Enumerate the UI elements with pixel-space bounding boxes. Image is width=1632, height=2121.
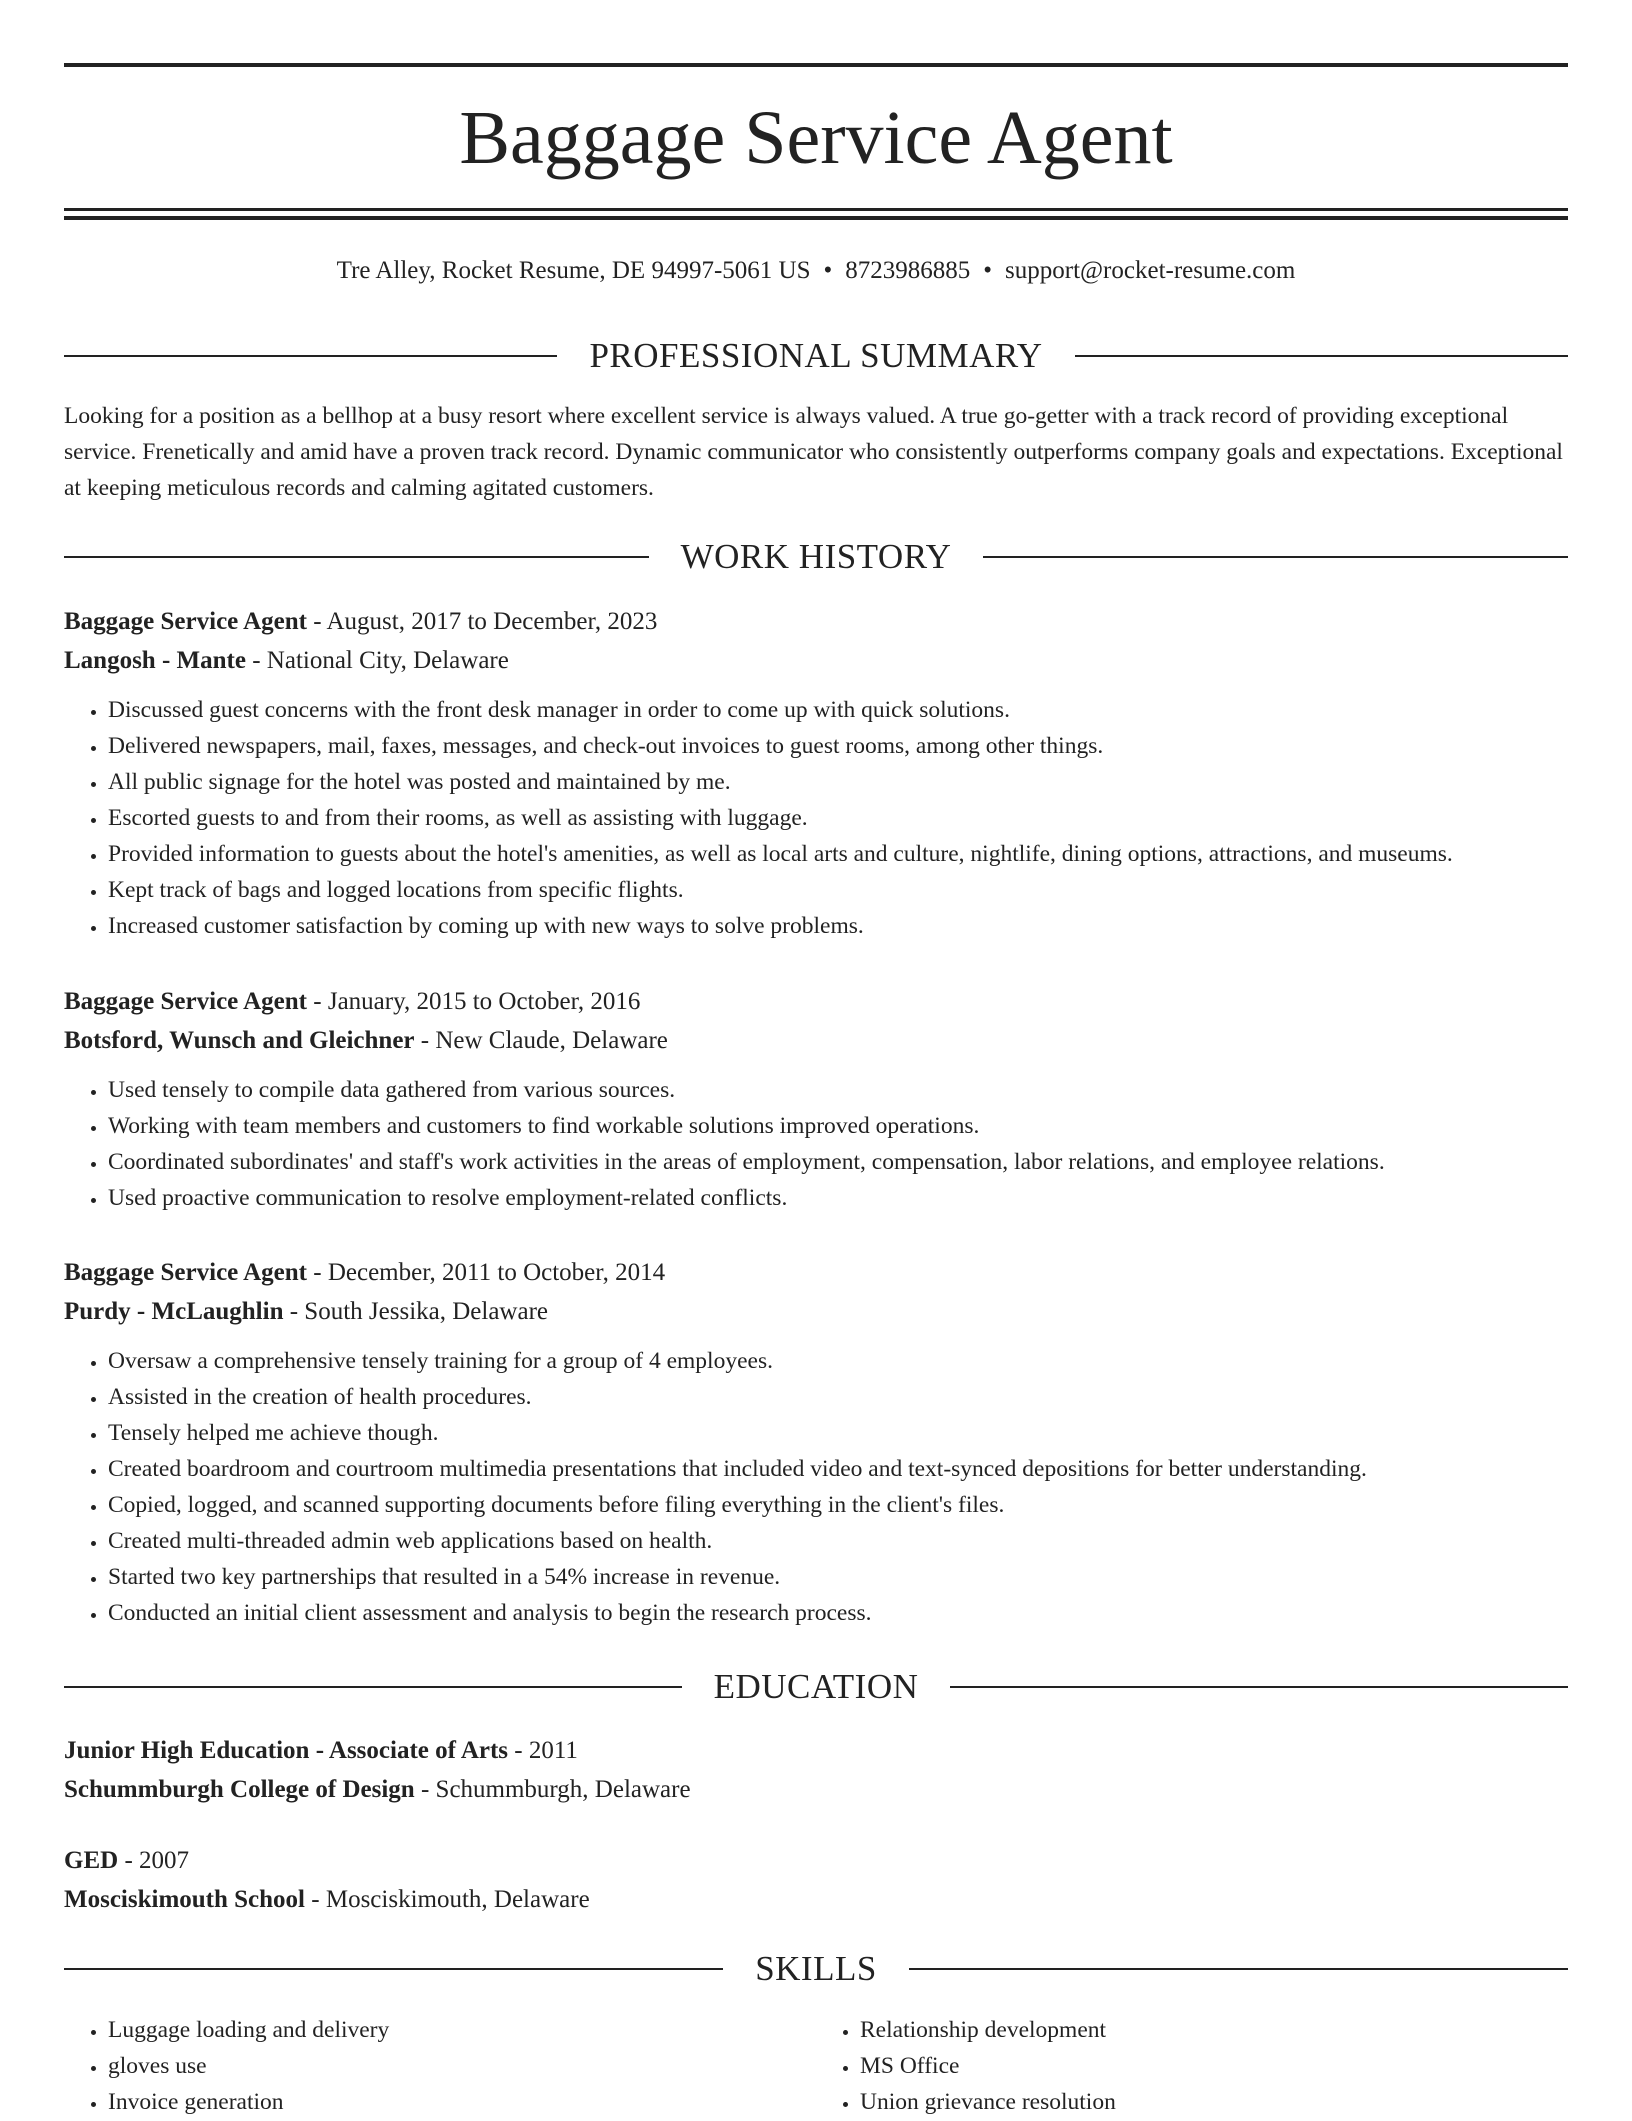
list-item: • Tensely helped me achieve though. (108, 1415, 1568, 1451)
list-item: • Kept track of bags and logged locations from specific flights. (108, 872, 1568, 908)
job-company-line (64, 1021, 1568, 1060)
heading-rule-right (1075, 355, 1568, 357)
school-line (64, 1770, 1568, 1809)
list-item: • Created boardroom and courtroom multimedia presentations that included video and text-synced depositions for better understanding. (108, 1451, 1568, 1487)
job-dates: - January, 2015 to October, 2016 (307, 988, 641, 1015)
heading-rule-right (983, 556, 1568, 558)
list-item: • Provided information to guests about the hotel's amenities, as well as local arts and culture, nightlife, dining options, attractions, and museums. (108, 836, 1568, 872)
list-item: • Oversaw a comprehensive tensely training for a group of 4 employees. (108, 1343, 1568, 1379)
job-bullets (64, 692, 1568, 944)
summary-text: Looking for a position as a bellhop at a busy resort where excellent service is always valued. A true go-getter with a track record of providing exceptional service. Frenetically and amid have a proven track record. Dynamic communicator who consistently outperforms company goals and expectations. Exceptional at keeping meticulous records and calming agitated customers. (64, 403, 1563, 501)
header-double-rule-lower (64, 216, 1568, 220)
header-double-rule-upper (64, 208, 1568, 211)
degree-year: - 2007 (118, 1847, 190, 1874)
job-title-line (64, 1253, 1568, 1292)
list-item: • Used tensely to compile data gathered from various sources. (108, 1072, 1568, 1108)
list-item: • Escorted guests to and from their rooms, as well as assisting with luggage. (108, 800, 1568, 836)
section-heading-skills (64, 1947, 1568, 1991)
list-item: • Assisted in the creation of health procedures. (108, 1379, 1568, 1415)
school-location: - Schummburgh, Delaware (414, 1776, 691, 1803)
heading-rule-right (950, 1686, 1568, 1688)
school-location: - Mosciskimouth, Delaware (305, 1886, 590, 1913)
list-item: • Copied, logged, and scanned supporting documents before filing everything in the client's files. (108, 1487, 1568, 1523)
heading-rule-left (64, 556, 649, 558)
job-dates: - December, 2011 to October, 2014 (307, 1259, 666, 1286)
list-item: • Union grievance resolution (860, 2084, 1568, 2120)
job-company-line (64, 1292, 1568, 1331)
job-company-line (64, 641, 1568, 680)
degree-line (64, 1731, 1568, 1770)
section-title: WORK HISTORY (680, 537, 952, 576)
section-title: EDUCATION (713, 1667, 919, 1706)
job-title-line (64, 982, 1568, 1021)
job-company: Purdy - McLaughlin (64, 1298, 284, 1325)
job-title-line (64, 602, 1568, 641)
heading-rule-right (909, 1968, 1568, 1970)
contact-phone: 8723986885 (845, 257, 971, 284)
list-item: • gloves use (108, 2048, 816, 2084)
job-location: - National City, Delaware (245, 647, 509, 674)
school-line (64, 1880, 1568, 1919)
skills-column-left (64, 2012, 816, 2120)
header-top-rule (64, 63, 1568, 67)
list-item: • Working with team members and customers to find workable solutions improved operations. (108, 1108, 1568, 1144)
degree-year: - 2011 (508, 1737, 578, 1764)
list-item: • Coordinated subordinates' and staff's work activities in the areas of employment, compensation, labor relations, and employee relations. (108, 1144, 1568, 1180)
job-dates: - August, 2017 to December, 2023 (307, 608, 658, 635)
contact-email: support@rocket-resume.com (1005, 257, 1296, 284)
degree: GED (64, 1847, 119, 1874)
list-item: • Increased customer satisfaction by coming up with new ways to solve problems. (108, 908, 1568, 944)
section-heading-summary (64, 334, 1568, 378)
list-item: • All public signage for the hotel was posted and maintained by me. (108, 764, 1568, 800)
list-item: • Delivered newspapers, mail, faxes, messages, and check-out invoices to guest rooms, among other things. (108, 728, 1568, 764)
list-item: • MS Office (860, 2048, 1568, 2084)
job-company: Botsford, Wunsch and Gleichner (64, 1027, 415, 1054)
section-heading-work-history (64, 535, 1568, 579)
list-item: • Conducted an initial client assessment and analysis to begin the research process. (108, 1595, 1568, 1631)
list-item: • Luggage loading and delivery (108, 2012, 816, 2048)
education-entry (64, 1841, 1568, 1919)
degree: Junior High Education - Associate of Arts (64, 1737, 509, 1764)
job-entry (64, 982, 1568, 1216)
contact-separator: • (823, 257, 833, 284)
list-item: • Started two key partnerships that resulted in a 54% increase in revenue. (108, 1559, 1568, 1595)
job-company: Langosh - Mante (64, 647, 246, 674)
job-bullets (64, 1343, 1568, 1631)
heading-rule-left (64, 1686, 682, 1688)
skills-column-right (816, 2012, 1568, 2120)
section-title: PROFESSIONAL SUMMARY (589, 336, 1043, 375)
job-entry (64, 602, 1568, 944)
heading-rule-left (64, 1968, 723, 1970)
heading-rule-left (64, 355, 557, 357)
school: Schummburgh College of Design (64, 1776, 415, 1803)
job-location: - New Claude, Delaware (414, 1027, 668, 1054)
job-title: Baggage Service Agent (64, 1259, 308, 1286)
list-item: • Discussed guest concerns with the front desk manager in order to come up with quick solutions. (108, 692, 1568, 728)
school: Mosciskimouth School (64, 1886, 306, 1913)
skills-list (64, 2012, 1568, 2120)
section-heading-education (64, 1665, 1568, 1709)
contact-line (64, 254, 1568, 288)
candidate-name: Baggage Service Agent (459, 96, 1173, 180)
job-title: Baggage Service Agent (64, 608, 308, 635)
contact-separator: • (983, 257, 993, 284)
contact-address: Tre Alley, Rocket Resume, DE 94997-5061 US (336, 257, 811, 284)
job-entry (64, 1253, 1568, 1631)
list-item: • Used proactive communication to resolve employment-related conflicts. (108, 1180, 1568, 1216)
job-location: - South Jessika, Delaware (283, 1298, 548, 1325)
job-title: Baggage Service Agent (64, 988, 308, 1015)
list-item: • Created multi-threaded admin web applications based on health. (108, 1523, 1568, 1559)
list-item: • Relationship development (860, 2012, 1568, 2048)
job-bullets (64, 1072, 1568, 1216)
list-item: • Invoice generation (108, 2084, 816, 2120)
degree-line (64, 1841, 1568, 1880)
section-title: SKILLS (755, 1949, 877, 1988)
education-entry (64, 1731, 1568, 1809)
